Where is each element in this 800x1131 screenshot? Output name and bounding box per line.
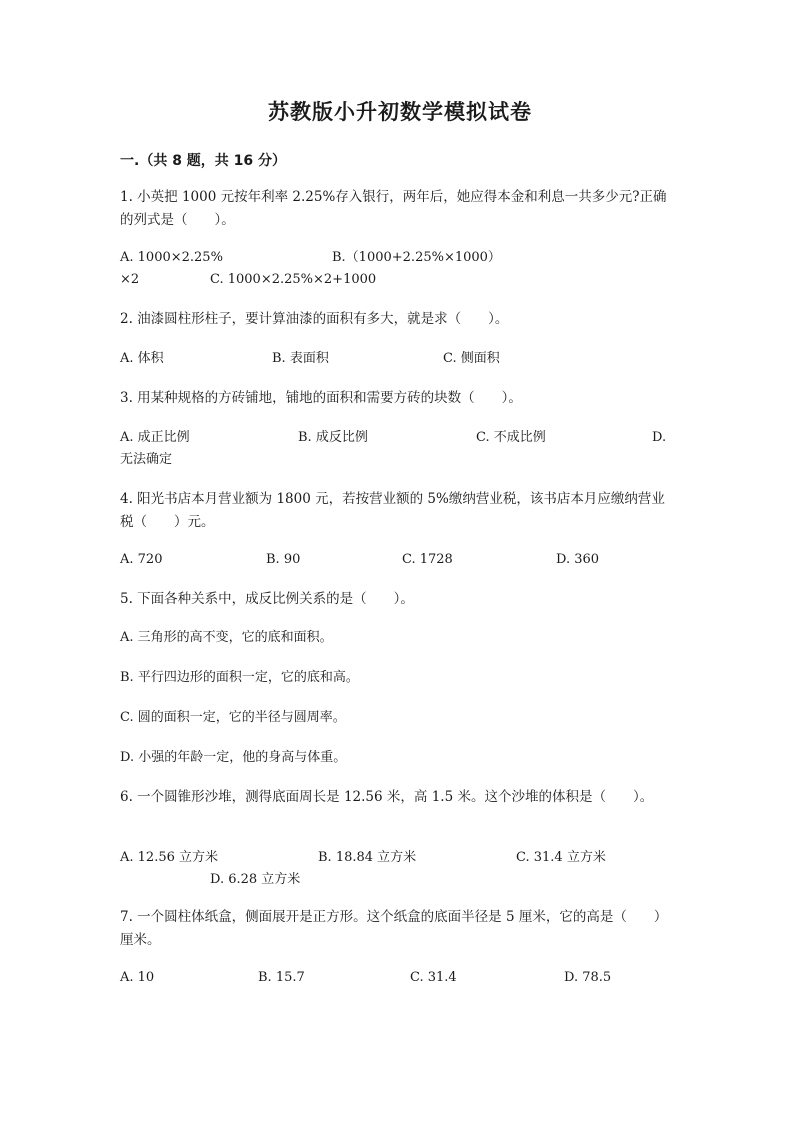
q4-option-c: C. 1728 — [402, 552, 453, 567]
q6-option-a: A. 12.56 立方米 — [120, 850, 219, 865]
question-1: 1. 小英把 1000 元按年利率 2.25%存入银行，两年后，她应得本金和利息一共多少元?正确的列式是（ ）。 — [120, 189, 667, 228]
question-2: 2. 油漆圆柱形柱子，要计算油漆的面积有多大，就是求（ ）。 — [120, 311, 509, 327]
q2-option-b: B. 表面积 — [272, 351, 329, 366]
q1-option-a: A. 1000×2.25% — [120, 250, 223, 265]
q3-option-a: A. 成正比例 — [120, 430, 190, 445]
q1-option-b-continued: ×2 — [120, 272, 140, 287]
q5-option-b: B. 平行四边形的面积一定，它的底和高。 — [120, 670, 359, 685]
q2-option-c: C. 侧面积 — [443, 351, 500, 366]
question-5: 5. 下面各种关系中，成反比例关系的是（ ）。 — [120, 591, 414, 607]
q6-option-b: B. 18.84 立方米 — [318, 850, 417, 865]
q4-option-a: A. 720 — [120, 552, 163, 567]
q6-option-c: C. 31.4 立方米 — [516, 850, 606, 865]
page-title: 苏教版小升初数学模拟试卷 — [268, 100, 532, 124]
question-3: 3. 用某种规格的方砖铺地，铺地的面积和需要方砖的块数（ ）。 — [120, 390, 522, 406]
section-title: 一.（共 8 题，共 16 分） — [120, 153, 287, 169]
q2-option-a: A. 体积 — [120, 351, 164, 366]
q3-option-b: B. 成反比例 — [298, 430, 368, 445]
q3-option-c: C. 不成比例 — [476, 430, 546, 445]
q7-option-d: D. 78.5 — [564, 970, 612, 985]
q1-option-b: B.（1000+2.25%×1000） — [332, 250, 501, 265]
q6-option-d: D. 6.28 立方米 — [210, 872, 301, 887]
q5-option-a: A. 三角形的高不变，它的底和面积。 — [120, 630, 333, 645]
q5-option-d: D. 小强的年龄一定，他的身高与体重。 — [120, 750, 347, 765]
q7-option-b: B. 15.7 — [258, 970, 305, 985]
q5-option-c: C. 圆的面积一定，它的半径与圆周率。 — [120, 710, 346, 725]
q4-option-d: D. 360 — [556, 552, 600, 567]
question-7: 7. 一个圆柱体纸盒，侧面展开是正方形。这个纸盒的底面半径是 5 厘米，它的高是（ ）厘米。 — [120, 909, 668, 948]
q1-option-c: C. 1000×2.25%×2+1000 — [210, 272, 377, 287]
question-4: 4. 阳光书店本月营业额为 1800 元，若按营业额的 5%缴纳营业税，该书店本月应缴纳营业税（ ）元。 — [120, 491, 665, 530]
question-6: 6. 一个圆锥形沙堆，测得底面周长是 12.56 米，高 1.5 米。这个沙堆的体积是（ ）。 — [120, 789, 654, 805]
q4-option-b: B. 90 — [266, 552, 301, 567]
q7-option-a: A. 10 — [120, 970, 155, 985]
q3-option-d: D. — [652, 430, 667, 445]
q3-option-d-continued: 无法确定 — [120, 452, 173, 467]
q7-option-c: C. 31.4 — [410, 970, 457, 985]
